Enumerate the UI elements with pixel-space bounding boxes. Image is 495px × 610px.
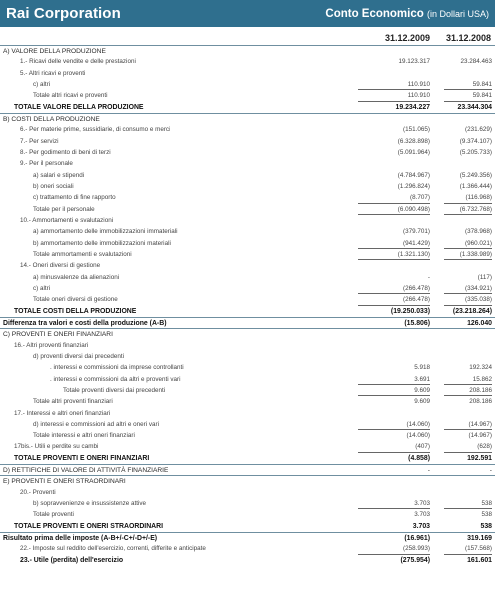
value-2009: (14.060): [406, 432, 430, 440]
value-2009: (6.090.498): [397, 205, 430, 213]
table-row: [0, 419, 495, 430]
row-label: 9.- Per il personale: [20, 160, 73, 168]
value-2008: (116.968): [465, 194, 492, 202]
row-label: a) salari e stipendi: [33, 171, 85, 179]
table-row: [0, 68, 495, 79]
value-2009: (14.060): [406, 420, 430, 428]
row-label: c) trattamento di fine rapporto: [33, 194, 116, 202]
table-row: [0, 362, 495, 373]
value-2009: (4.858): [408, 454, 430, 462]
value-2008: (231.629): [465, 126, 492, 134]
value-2008: 208.186: [469, 398, 492, 406]
income-statement-table: [0, 45, 495, 566]
value-2009: 5.918: [414, 364, 430, 372]
value-2009: 110.910: [407, 80, 430, 88]
value-2009: (266.478): [403, 284, 430, 292]
row-label: . interessi e commissioni da altri e proventi vari: [50, 375, 181, 383]
value-2009: (4.784.967): [397, 171, 430, 179]
table-row: [0, 170, 495, 181]
row-label: 17bis.- Utili e perdite su cambi: [14, 443, 99, 451]
table-row: [0, 555, 495, 566]
value-2009: -: [427, 273, 430, 281]
value-2008: (14.967): [468, 420, 492, 428]
value-2009: 19.123.317: [398, 58, 430, 66]
value-2009: (379.701): [403, 228, 430, 236]
value-2008: (117): [477, 273, 492, 281]
row-label: 22.- Imposte sul reddito dell'esercizio, correnti, differite e anticipate: [20, 545, 206, 553]
value-2009: (5.091.964): [397, 148, 430, 156]
row-label: 14.- Oneri diversi di gestione: [20, 262, 101, 270]
company-name: Rai Corporation: [6, 5, 121, 22]
value-2009: 9.609: [414, 398, 430, 406]
table-row: [0, 204, 495, 215]
row-label: 1.- Ricavi delle vendite e delle prestazioni: [20, 58, 136, 66]
column-header-2009: 31.12.2009: [384, 33, 430, 43]
value-2008: (5.205.733): [459, 148, 492, 156]
value-2009: (941.429): [403, 239, 430, 247]
table-row: [0, 328, 495, 339]
row-label: Totale interessi e altri oneri finanziari: [33, 432, 135, 440]
row-label: 16.- Altri proventi finanziari: [14, 341, 89, 349]
table-row: [0, 113, 495, 124]
table-row: [0, 441, 495, 452]
value-2008: 59.841: [472, 92, 492, 100]
row-label: Totale altri ricavi e proventi: [33, 92, 108, 100]
table-row: [0, 260, 495, 271]
table-row: [0, 102, 495, 113]
table-row: [0, 79, 495, 90]
row-label: c) altri: [33, 284, 51, 292]
table-row: [0, 487, 495, 498]
value-2008: (5.249.356): [459, 171, 492, 179]
value-2008: (378.968): [465, 228, 492, 236]
table-row: [0, 317, 495, 328]
row-label: . interessi e commissioni da imprese controllanti: [50, 364, 184, 372]
row-label: 7.- Per servizi: [20, 137, 59, 145]
value-2008: 126.040: [467, 319, 492, 327]
row-label: 5.- Altri ricavi e proventi: [20, 69, 86, 77]
table-row: [0, 238, 495, 249]
table-row: [0, 249, 495, 260]
table-row: [0, 509, 495, 520]
value-2009: (16.961): [404, 535, 430, 543]
column-headers: [0, 31, 495, 45]
row-label: Risultato prima delle imposte (A-B+/-C+/-D+/-E): [3, 535, 158, 543]
value-2009: (407): [415, 443, 430, 451]
report-name: Conto Economico: [325, 7, 424, 20]
table-row: [0, 385, 495, 396]
row-label: 8.- Per godimento di beni di terzi: [20, 148, 111, 156]
value-2009: 3.703: [414, 500, 430, 508]
value-2009: 9.609: [414, 386, 430, 394]
value-2008: (628): [477, 443, 492, 451]
table-row: [0, 396, 495, 407]
report-header: [0, 0, 495, 27]
value-2009: (151.065): [403, 126, 430, 134]
table-row: [0, 45, 495, 56]
value-2008: 161.601: [467, 556, 492, 564]
table-row: [0, 543, 495, 554]
value-2009: (266.478): [403, 296, 430, 304]
row-label: Totale oneri diversi di gestione: [33, 296, 118, 304]
value-2008: (14.967): [468, 432, 492, 440]
row-label: Totale ammortamenti e svalutazioni: [33, 250, 132, 258]
value-2008: 59.841: [472, 80, 492, 88]
row-label: 20.- Proventi: [20, 488, 56, 496]
value-2009: (19.250.033): [390, 307, 430, 315]
table-row: [0, 226, 495, 237]
table-row: [0, 158, 495, 169]
value-2009: 19.234.227: [395, 103, 430, 111]
row-label: a) minusvalenze da alienazioni: [33, 273, 120, 281]
table-row: [0, 294, 495, 305]
value-2008: (157.568): [465, 545, 492, 553]
table-row: [0, 192, 495, 203]
row-label: b) sopravvenienze e insussistenze attive: [33, 500, 147, 508]
value-2008: 15.862: [472, 375, 492, 383]
row-label: c) altri: [33, 80, 51, 88]
table-row: [0, 498, 495, 509]
table-row: [0, 340, 495, 351]
table-row: [0, 215, 495, 226]
value-2008: 319.169: [467, 535, 492, 543]
value-2009: (1.321.130): [397, 250, 430, 258]
column-header-2008: 31.12.2008: [445, 33, 491, 43]
table-row: [0, 351, 495, 362]
row-label: A) VALORE DELLA PRODUZIONE: [3, 48, 106, 55]
value-2009: 3.703: [414, 511, 430, 519]
value-2008: (23.218.264): [452, 307, 492, 315]
value-2008: (335.038): [465, 296, 492, 304]
row-label: b) ammortamento delle immobilizzazioni materiali: [33, 239, 171, 247]
row-label: E) PROVENTI E ONERI STRAORDINARI: [3, 478, 126, 486]
value-2008: (1.338.989): [459, 250, 492, 258]
table-row: [0, 408, 495, 419]
row-label: TOTALE COSTI DELLA PRODUZIONE: [14, 307, 137, 315]
row-label: Totale per il personale: [33, 205, 95, 213]
table-row: [0, 306, 495, 317]
table-row: [0, 521, 495, 532]
row-label: Totale altri proventi finanziari: [33, 398, 113, 406]
row-label: TOTALE PROVENTI E ONERI STRAORDINARI: [14, 522, 164, 530]
value-2008: (9.374.107): [459, 137, 492, 145]
table-row: [0, 90, 495, 101]
value-2008: 23.284.463: [460, 58, 492, 66]
row-label: a) ammortamento delle immobilizzazioni immateriali: [33, 228, 178, 236]
table-row: [0, 56, 495, 67]
row-label: 6.- Per materie prime, sussidiarie, di consumo e merci: [20, 126, 171, 134]
table-row: [0, 283, 495, 294]
table-row: [0, 453, 495, 464]
report-title: [325, 8, 489, 20]
value-2008: (334.921): [465, 284, 492, 292]
row-label: Differenza tra valori e costi della produzione (A-B): [3, 319, 167, 327]
value-2008: 23.344.304: [457, 103, 492, 111]
value-2008: (1.366.444): [459, 182, 492, 190]
value-2009: -: [427, 467, 430, 475]
value-2008: 208.186: [469, 386, 492, 394]
table-row: [0, 181, 495, 192]
table-row: [0, 124, 495, 135]
table-row: [0, 374, 495, 385]
table-row: [0, 475, 495, 486]
row-label: Totale proventi: [33, 511, 74, 519]
table-row: [0, 532, 495, 543]
value-2009: 110.910: [407, 92, 430, 100]
value-2009: 3.703: [412, 522, 430, 530]
table-row: [0, 272, 495, 283]
row-label: Totale proventi diversi dai precedenti: [63, 386, 166, 394]
value-2009: (15.806): [404, 319, 430, 327]
row-label: TOTALE VALORE DELLA PRODUZIONE: [14, 103, 144, 111]
row-label: d) interessi e commissioni ad altri e oneri vari: [33, 420, 159, 428]
row-label: b) oneri sociali: [33, 182, 74, 190]
row-label: TOTALE PROVENTI E ONERI FINANZIARI: [14, 454, 150, 462]
value-2008: (960.021): [465, 239, 492, 247]
value-2008: 192.324: [469, 364, 492, 372]
table-row: [0, 136, 495, 147]
value-2008: 538: [481, 511, 492, 519]
row-label: 23.- Utile (perdita) dell'esercizio: [20, 556, 124, 564]
value-2009: (6.328.898): [397, 137, 430, 145]
table-row: [0, 464, 495, 475]
value-2009: (258.993): [403, 545, 430, 553]
table-row: [0, 430, 495, 441]
value-2009: (1.296.824): [397, 182, 430, 190]
value-2008: 192.591: [467, 454, 492, 462]
row-label: B) COSTI DELLA PRODUZIONE: [3, 115, 100, 123]
value-2008: 538: [480, 522, 492, 530]
value-2008: (6.732.768): [459, 205, 492, 213]
table-row: [0, 147, 495, 158]
row-label: C) PROVENTI E ONERI FINANZIARI: [3, 331, 113, 339]
value-2009: 3.691: [414, 375, 430, 383]
value-2009: (8.707): [410, 194, 430, 202]
row-label: D) RETTIFICHE DI VALORE DI ATTIVITÀ FINANZIARIE: [3, 467, 169, 475]
row-label: d) proventi diversi dai precedenti: [33, 352, 125, 360]
value-2008: -: [489, 467, 492, 475]
currency-note: (in Dollari USA): [426, 8, 489, 19]
value-2008: 538: [481, 500, 492, 508]
row-label: 10.- Ammortamenti e svalutazioni: [20, 216, 114, 224]
value-2009: (275.954): [400, 556, 430, 564]
row-label: 17.- Interessi e altri oneri finanziari: [14, 409, 111, 417]
